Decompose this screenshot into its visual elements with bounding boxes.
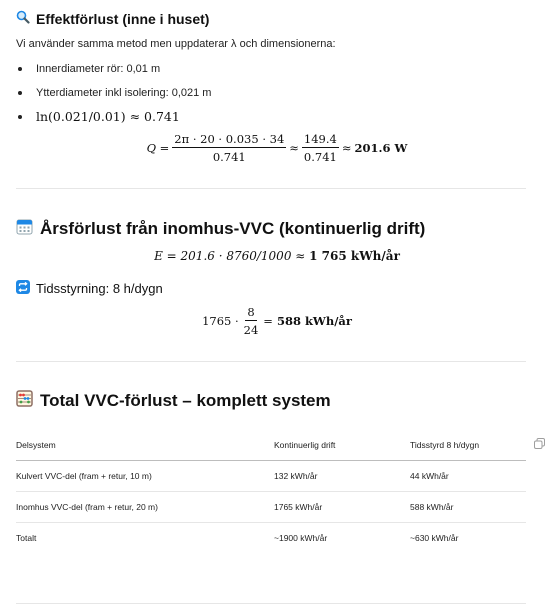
q-fraction-2 — [302, 132, 339, 164]
bullet-dot — [18, 115, 22, 119]
divider — [16, 361, 526, 362]
subheading-text: Tidsstyrning: 8 h/dygn — [36, 281, 163, 296]
list-item — [16, 87, 211, 99]
approx-sign: ≈ — [289, 141, 299, 155]
table-cell: Inomhus VVC-del (fram + retur, 20 m) — [16, 492, 274, 523]
table-cell: Kulvert VVC-del (fram + retur, 10 m) — [16, 461, 274, 492]
table-cell: Totalt — [16, 533, 37, 543]
intro-paragraph: Vi använder samma metod men uppdaterar λ och dimensionerna: — [16, 38, 336, 50]
q-lhs: Q = — [146, 141, 170, 155]
magnifier-icon — [16, 10, 30, 27]
table-row — [16, 523, 526, 554]
subheading-tidsstyrning — [16, 280, 163, 297]
ln-expression: ln(0.021/0.01) ≈ 0.741 — [36, 109, 180, 124]
energy-formula — [0, 249, 554, 263]
list-item-text: Ytterdiameter inkl isolering: 0,021 m — [36, 87, 212, 99]
table-cell: 44 kWh/år — [410, 461, 526, 492]
abacus-icon — [16, 390, 33, 412]
section-title: Årsförlust från inomhus-VVC (kontinuerlig drift) — [40, 219, 426, 238]
energy-expression: E = 201.6 · 8760/1000 ≈ — [154, 249, 310, 263]
table-cell: ~630 kWh/år — [410, 533, 459, 543]
table-cell: 588 kWh/år — [410, 492, 526, 523]
q-result: 201.6 W — [354, 141, 408, 155]
equals-sign: = — [263, 314, 273, 328]
time-controlled-formula — [0, 305, 554, 337]
table-header-cell: Tidsstyrd 8 h/dygn — [410, 430, 526, 461]
divider — [16, 188, 526, 189]
table-row — [16, 492, 526, 523]
bullet-dot — [18, 67, 22, 71]
section-title: Total VVC-förlust – komplett system — [40, 391, 331, 410]
table-cell: 1765 kWh/år — [274, 492, 410, 523]
vvc-loss-table — [16, 430, 526, 553]
repeat-icon — [16, 280, 30, 297]
table-cell: ~1900 kWh/år — [274, 533, 328, 543]
section-heading-effektforlust — [16, 10, 209, 27]
table-header-cell: Kontinuerlig drift — [274, 430, 410, 461]
section-title: Effektförlust (inne i huset) — [36, 10, 210, 27]
divider — [16, 603, 526, 604]
time-controlled-result: 588 kWh/år — [276, 314, 352, 328]
table-cell: 132 kWh/år — [274, 461, 410, 492]
q-fraction-1-denominator: 0.741 — [212, 150, 246, 164]
table-row — [16, 461, 526, 492]
list-item-text: Innerdiameter rör: 0,01 m — [36, 63, 161, 75]
q-formula — [0, 132, 554, 164]
section-heading-arsforlust — [16, 218, 425, 240]
hours-fraction — [242, 305, 261, 337]
q-fraction-1 — [172, 132, 286, 164]
section-heading-total — [16, 390, 331, 412]
copy-icon[interactable] — [534, 436, 545, 454]
energy-result: 1 765 kWh/år — [309, 249, 400, 263]
q-fraction-2-denominator: 0.741 — [303, 150, 337, 164]
approx-sign: ≈ — [341, 141, 352, 155]
formula-prefix: 1765 · — [202, 314, 239, 328]
hours-fraction-denominator: 24 — [243, 323, 259, 337]
q-fraction-1-numerator: 2π · 20 · 0.035 · 34 — [174, 132, 285, 146]
table-header-row — [16, 430, 526, 461]
hours-fraction-numerator: 8 — [247, 305, 255, 319]
list-item — [16, 63, 160, 75]
table-header-cell: Delsystem — [16, 430, 274, 461]
calendar-icon — [16, 218, 33, 240]
q-fraction-2-numerator: 149.4 — [303, 132, 337, 146]
list-item — [16, 109, 180, 124]
bullet-dot — [18, 91, 22, 95]
